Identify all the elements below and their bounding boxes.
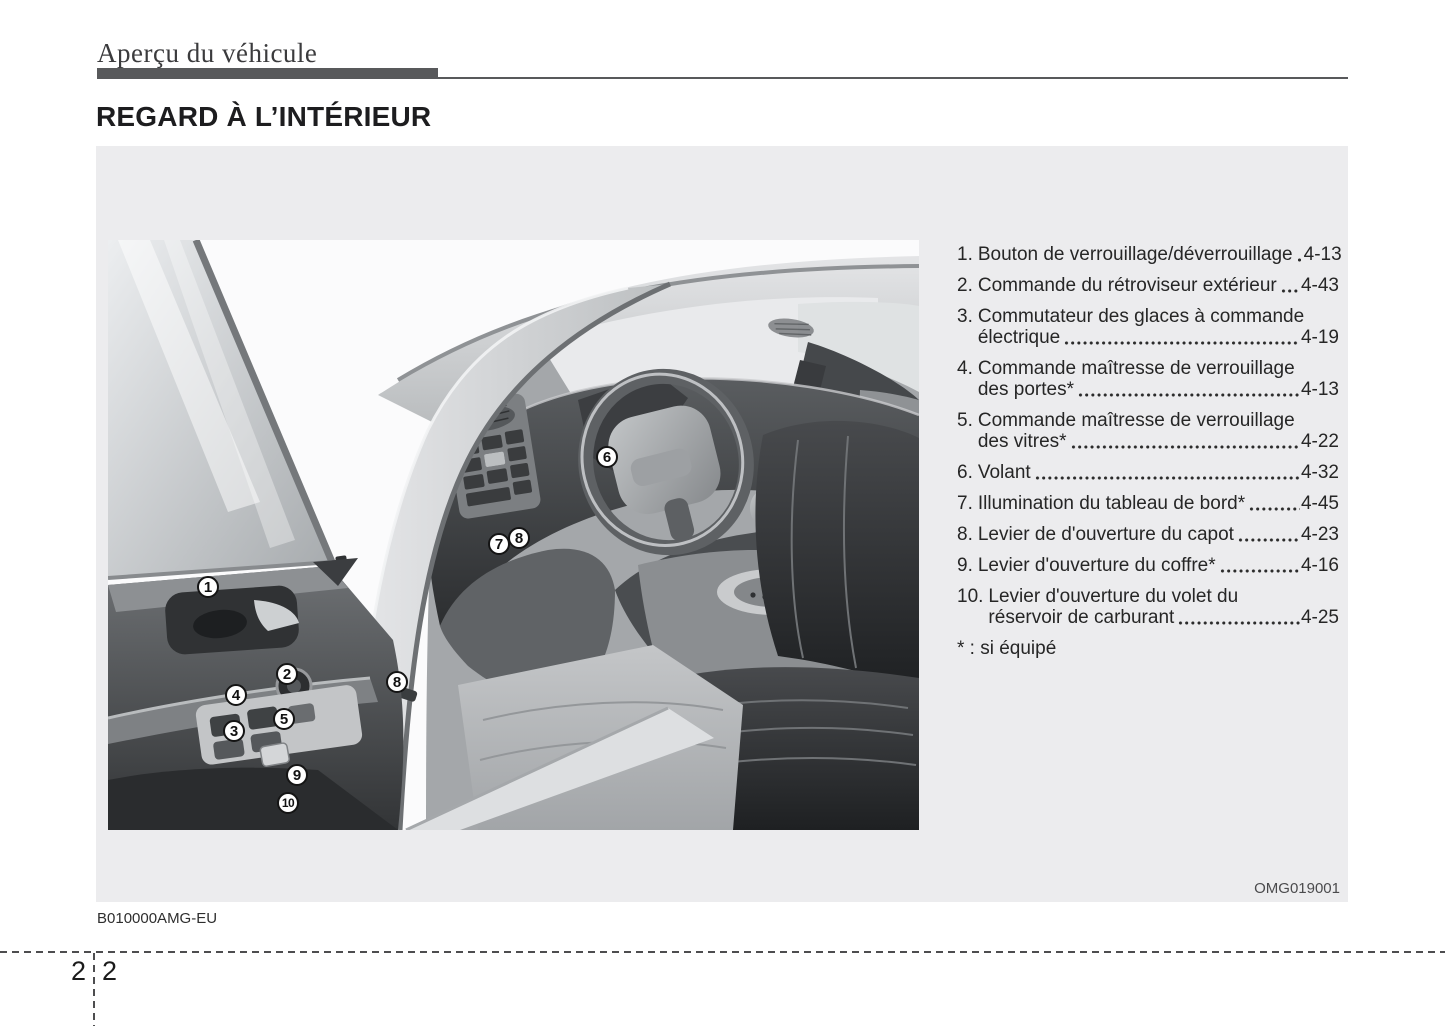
toc-item-page: 4-32 <box>1300 462 1339 483</box>
toc-item-number: 2. <box>957 275 973 296</box>
toc-item-page: 4-19 <box>1300 327 1339 348</box>
toc-item-page: 4-16 <box>1300 555 1339 576</box>
callout-8b <box>386 671 408 693</box>
callout-1 <box>197 576 219 598</box>
callout-2-label: 2 <box>282 665 292 683</box>
crop-mark-vertical <box>93 953 95 1026</box>
callout-10-label: 10 <box>281 796 295 810</box>
toc-item-text: des vitres* <box>977 431 1067 452</box>
toc-item-text: réservoir de carburant <box>988 607 1175 628</box>
callout-6 <box>596 446 618 468</box>
section-title: REGARD À L’INTÉRIEUR <box>96 101 432 132</box>
callout-3 <box>223 720 245 742</box>
callout-4 <box>225 684 247 706</box>
figure-panel <box>96 146 1348 902</box>
dot-leader <box>1238 538 1300 542</box>
toc-footnote: * : si équipé <box>957 638 1057 659</box>
dot-leader <box>1249 507 1300 511</box>
toc-item-number: 7. <box>957 493 973 514</box>
toc-item-number: 4. <box>957 358 973 379</box>
toc-item <box>957 555 1339 576</box>
dot-leader <box>1281 289 1300 293</box>
toc-item <box>957 493 1339 514</box>
dot-leader <box>1078 393 1300 397</box>
header-rule <box>438 77 1348 79</box>
toc-item-number: 9. <box>957 555 973 576</box>
toc-item-text: Commande maîtresse de verrouillage <box>977 410 1295 431</box>
dot-leader <box>1297 258 1303 262</box>
toc-item-text: des portes* <box>977 379 1074 400</box>
toc-item-text: Bouton de verrouillage/déverrouillage <box>977 244 1293 265</box>
callout-8b-label: 8 <box>392 673 402 691</box>
callout-8a-label: 8 <box>514 529 524 547</box>
callout-5-label: 5 <box>279 710 289 728</box>
toc-item-number: 5. <box>957 410 973 431</box>
toc-item-text: Levier de d'ouverture du capot <box>977 524 1234 545</box>
toc-item-page: 4-13 <box>1300 379 1339 400</box>
callout-5 <box>273 708 295 730</box>
reference-code: B010000AMG-EU <box>97 910 218 927</box>
toc-item-number: 8. <box>957 524 973 545</box>
callout-1-label: 1 <box>203 578 213 596</box>
crop-mark-horizontal <box>0 951 1445 953</box>
callout-2 <box>276 663 298 685</box>
toc-item <box>957 462 1339 483</box>
toc-item-number: 6. <box>957 462 973 483</box>
toc-item <box>957 306 1339 348</box>
toc-item-page: 4-23 <box>1300 524 1339 545</box>
callout-8a <box>508 527 530 549</box>
footer-page-number: 2 <box>102 956 118 986</box>
toc-item <box>957 524 1339 545</box>
image-code: OMG019001 <box>1254 880 1340 897</box>
toc-item-text: Levier d'ouverture du coffre* <box>977 555 1216 576</box>
toc-item <box>957 410 1339 452</box>
toc-item-text: Commutateur des glaces à commande <box>977 306 1305 327</box>
callout-10 <box>277 792 299 814</box>
toc-item-page: 4-13 <box>1303 244 1342 265</box>
toc-list <box>957 244 1342 659</box>
callout-3-label: 3 <box>229 722 239 740</box>
toc-item-text: Levier d'ouverture du volet du <box>988 586 1239 607</box>
dot-leader <box>1035 476 1300 480</box>
toc-item-text: Commande maîtresse de verrouillage <box>977 358 1295 379</box>
header-bar <box>97 68 438 79</box>
toc-item <box>957 586 1339 628</box>
toc-item-number: 3. <box>957 306 973 327</box>
toc-item-text: Commande du rétroviseur extérieur <box>977 275 1277 296</box>
callout-7 <box>488 533 510 555</box>
toc-item <box>957 358 1339 400</box>
toc-item-number: 10. <box>957 586 984 607</box>
callout-9 <box>286 764 308 786</box>
callout-4-label: 4 <box>231 686 241 704</box>
footer-chapter-number: 2 <box>70 956 86 986</box>
toc-item-number: 1. <box>957 244 973 265</box>
callout-6-label: 6 <box>602 448 612 466</box>
toc-item-text: Volant <box>977 462 1031 483</box>
toc-item-text: électrique <box>977 327 1061 348</box>
toc-item-page: 4-45 <box>1300 493 1339 514</box>
car-interior-illustration <box>108 240 919 830</box>
callout-7-label: 7 <box>494 535 504 553</box>
dot-leader <box>1220 569 1300 573</box>
toc-item-page: 4-43 <box>1300 275 1339 296</box>
toc-item <box>957 244 1342 265</box>
toc-item-text: Illumination du tableau de bord* <box>977 493 1246 514</box>
chapter-title: Aperçu du véhicule <box>97 38 318 68</box>
toc-item-page: 4-25 <box>1300 607 1339 628</box>
toc-item-page: 4-22 <box>1300 431 1339 452</box>
toc-item <box>957 275 1339 296</box>
dot-leader <box>1071 445 1300 449</box>
dot-leader <box>1064 341 1300 345</box>
dot-leader <box>1178 621 1300 625</box>
callout-9-label: 9 <box>292 766 302 784</box>
